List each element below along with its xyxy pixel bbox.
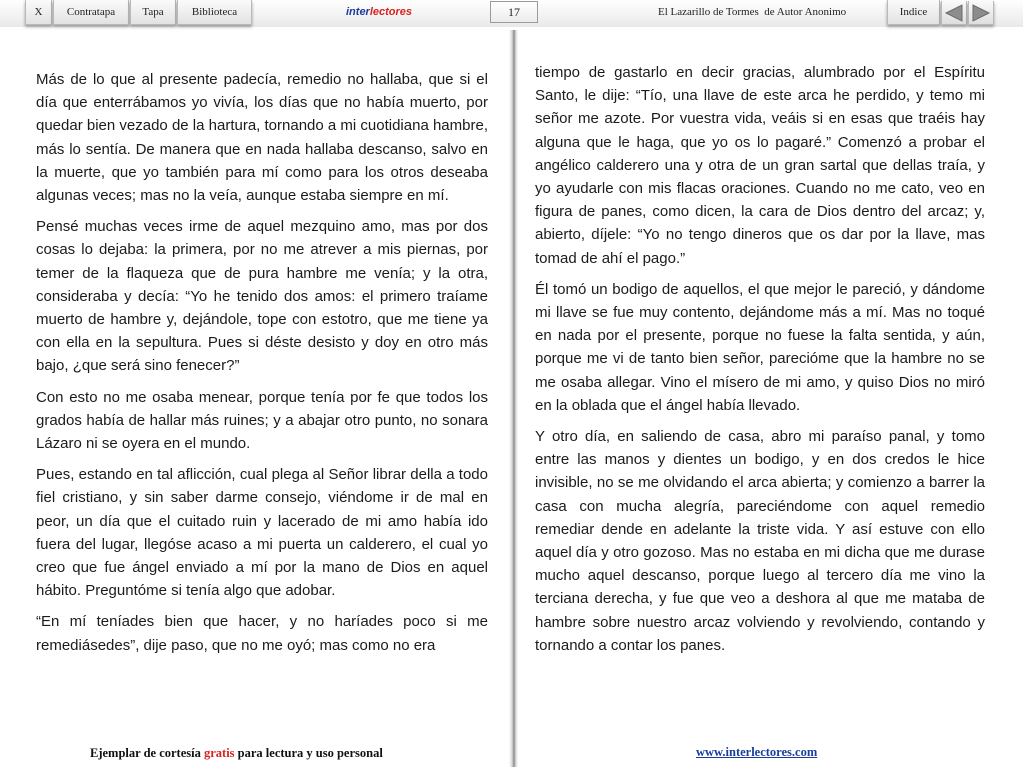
courtesy-text-1: Ejemplar de cortesía [90, 746, 204, 760]
website-link[interactable]: www.interlectores.com [696, 745, 818, 759]
courtesy-text-gratis: gratis [203, 746, 235, 760]
close-button[interactable]: X [25, 0, 52, 25]
right-paragraph: Él tomó un bodigo de aquellos, el que mejor le pareció, y dándome mi llave se fue muy contento, dejándome más a mí. Mas no toqué en nada por el presente, porque no fuese la falta sentida, y aún, porque me vi de tanto bien señor, parecióme que la hambre no se me osaba allegar. Vino el mísero de mi amo, y quiso Dios no miró en la oblada que el ángel había llevado. [535, 280, 985, 414]
triangle-right-icon [971, 4, 991, 22]
contratapa-button[interactable]: Contratapa [53, 0, 129, 25]
book-spine [509, 30, 518, 767]
prev-page-button[interactable] [941, 1, 967, 25]
page-number-field[interactable]: 17 [490, 1, 538, 23]
left-paragraph: Más de lo que al presente padecía, remedio no hallaba, que si el día que enterrábamos yo vivía, los días que no había muerto, por quedar bien vezado de la hartura, tornando a mi cuotidiana hambre, más lo sentía. De manera que en nada hallaba descanso, salvo en la muerte, que yo también para mí como para los otros deseaba algunas veces; mas no la veía, aunque estaba siempre en mí. [36, 71, 488, 205]
left-paragraph: Pues, estando en tal aflicción, cual plega al Señor librar della a todo fiel cristiano, y sin saber darme consejo, viéndome ir de mal en peor, un día que el cuitado ruin y lacerado de mi amo había ido fuera del lugar, llegóse acaso a mi puerta un calderero, el cual yo creo que fue ángel enviado a mí por la mano de Dios en aquel hábito. Preguntóme si tenía algo que adobar. [36, 466, 488, 600]
top-toolbar [0, 0, 1023, 27]
indice-button[interactable]: Indice [887, 0, 940, 25]
triangle-left-icon [944, 4, 964, 22]
next-page-button[interactable] [968, 1, 994, 25]
left-page [36, 68, 488, 665]
left-paragraph: Con esto no me osaba menear, porque tenía por fe que todos los grados había de hallar más ruines; y a abajar otro punto, no sonara Lázaro ni se oyera en el mundo. [36, 388, 488, 453]
brand-logo-part2: lectores [369, 6, 413, 18]
courtesy-notice [90, 746, 383, 761]
right-page [535, 61, 985, 665]
brand-logo-part1: inter [346, 6, 370, 18]
biblioteca-button[interactable]: Biblioteca [177, 0, 252, 25]
left-paragraph: “En mí teníades bien que hacer, y no haríades poco si me remediásedes”, dije paso, que no me oyó; mas como no era [36, 613, 488, 654]
left-paragraph: Pensé muchas veces irme de aquel mezquino amo, mas por dos cosas lo dejaba: la primera, por no me atrever a mis piernas, por temer de la flaqueza que de pura hambre me venía; y la otra, consideraba y decía: “Yo he tenido dos amos: el primero traíame muerto de hambre y, dejándole, tope con estotro, que me tiene ya con ella en la sepultura. Pues si déste desisto y doy en otro más bajo, ¿que será sino fenecer?” [36, 218, 488, 375]
courtesy-text-2: para lectura y uso personal [234, 746, 383, 760]
book-title: El Lazarillo de Tormes de Autor Anonimo [658, 6, 847, 18]
tapa-button[interactable]: Tapa [130, 0, 176, 25]
brand-logo [346, 6, 412, 18]
right-paragraph: Y otro día, en saliendo de casa, abro mi paraíso panal, y tomo entre las manos y dientes un bodigo, y en dos credos le hice invisible, no se me olvidando el arca abierta; y comienzo a barrer la casa con mucha alegría, pareciéndome con aquel remedio remediar dende en adelante la triste vida. Y así estuve con ello aquel día y otro gozoso. Mas no estaba en mi dicha que me durase mucho aquel descanso, porque luego al tercero día me vino la terciana derecha, y fue que veo a deshora al que me mataba de hambre sobre nuestro arcaz volviendo y revolviendo, contando y tornando a contar los panes. [535, 428, 985, 654]
right-paragraph: tiempo de gastarlo en decir gracias, alumbrado por el Espíritu Santo, le dije: “Tío, una llave de este arca he perdido, y temo mi señor me azote. Por vuestra vida, veáis si en esas que traéis hay alguna que le haga, que yo os lo pagaré.” Comenzó a probar el angélico calderero una y otra de un gran sartal que dellas traía, y yo ayudarle con mis flacas oraciones. Cuando no me cato, veo en figura de panes, como dicen, la cara de Dios dentro del arcaz; y, abierto, díjele: “Yo no tengo dineros que os dar por la llave, mas tomad de ahí el pago.” [535, 64, 985, 267]
